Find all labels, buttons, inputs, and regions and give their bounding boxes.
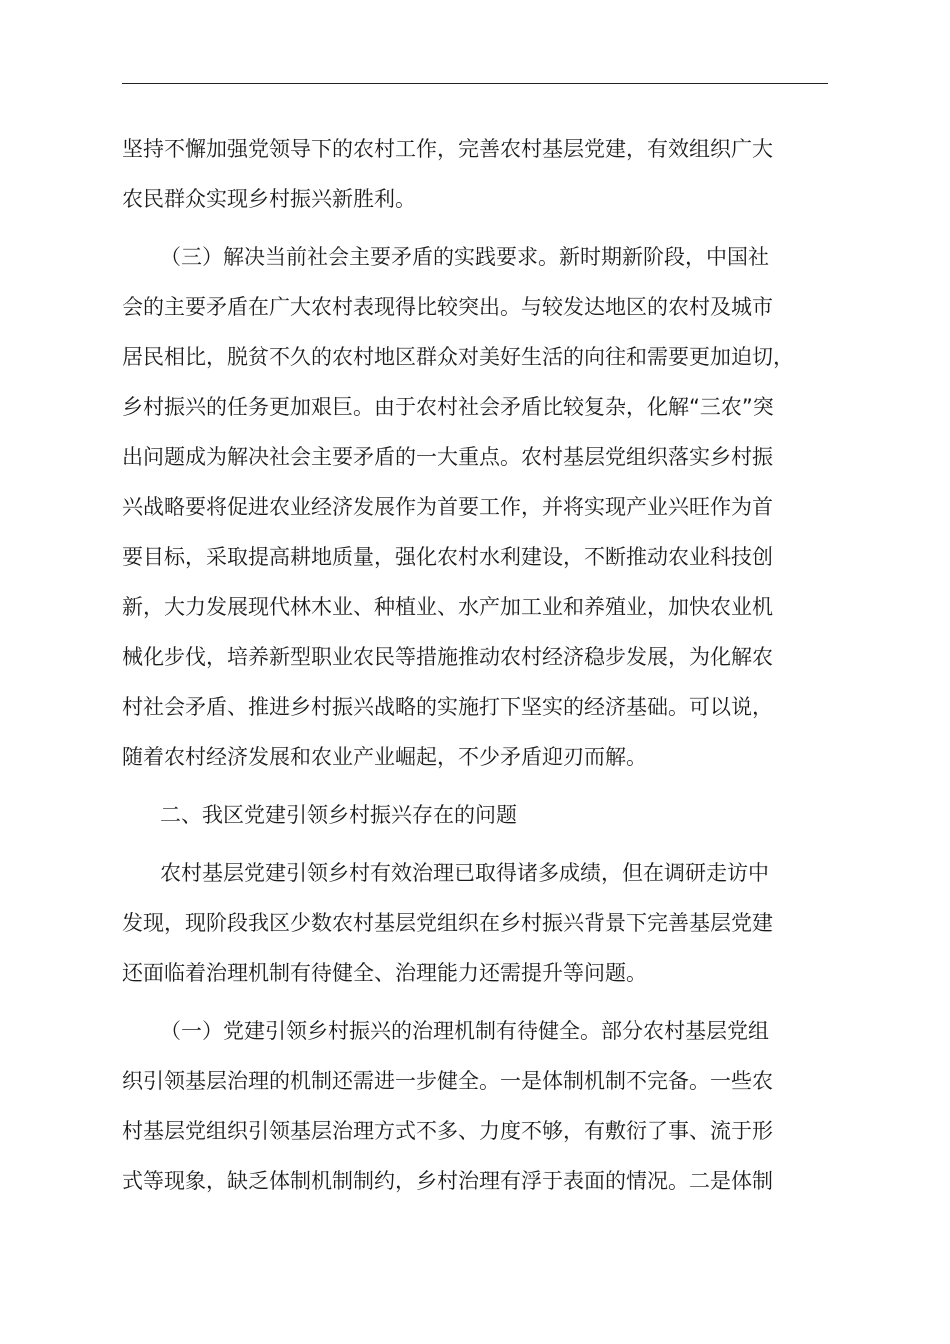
text-line: 坚持不懈加强党领导下的农村工作，完善农村基层党建，有效组织广大	[122, 137, 773, 161]
text-line: 织引领基层治理的机制还需进一步健全。一是体制机制不完备。一些农	[122, 1069, 773, 1093]
text-line: （三）解决当前社会主要矛盾的实践要求。新时期新阶段，中国社	[160, 245, 769, 269]
text-line: 村社会矛盾、推进乡村振兴战略的实施打下坚实的经济基础。可以说，	[122, 695, 773, 719]
text-line: 随着农村经济发展和农业产业崛起，不少矛盾迎刃而解。	[122, 745, 647, 769]
text-line: 居民相比，脱贫不久的农村地区群众对美好生活的向往和需要更加迫切，	[122, 345, 794, 369]
paragraph	[122, 232, 830, 782]
text-line: 村基层党组织引领基层治理方式不多、力度不够，有敷衍了事、流于形	[122, 1119, 773, 1143]
text-line: 会的主要矛盾在广大农村表现得比较突出。与较发达地区的农村及城市	[122, 295, 773, 319]
document-body	[122, 124, 830, 1206]
text-line: （一）党建引领乡村振兴的治理机制有待健全。部分农村基层党组	[160, 1019, 769, 1043]
paragraph	[122, 848, 830, 998]
paragraph	[122, 1006, 830, 1206]
text-line: 还面临着治理机制有待健全、治理能力还需提升等问题。	[122, 961, 647, 985]
text-line: 出问题成为解决社会主要矛盾的一大重点。农村基层党组织落实乡村振	[122, 445, 773, 469]
text-line: 农民群众实现乡村振兴新胜利。	[122, 187, 416, 211]
text-line: 式等现象，缺乏体制机制制约，乡村治理有浮于表面的情况。二是体制	[122, 1169, 773, 1193]
text-line: 兴战略要将促进农业经济发展作为首要工作，并将实现产业兴旺作为首	[122, 495, 773, 519]
text-line: 新，大力发展现代林木业、种植业、水产加工业和养殖业，加快农业机	[122, 595, 773, 619]
section-heading	[122, 790, 830, 840]
paragraph	[122, 124, 830, 224]
text-line: 农村基层党建引领乡村有效治理已取得诸多成绩，但在调研走访中	[160, 861, 769, 885]
text-line: 发现，现阶段我区少数农村基层党组织在乡村振兴背景下完善基层党建	[122, 911, 773, 935]
text-line: 械化步伐，培养新型职业农民等措施推动农村经济稳步发展，为化解农	[122, 645, 773, 669]
header-rule	[122, 83, 828, 84]
heading-line: 二、我区党建引领乡村振兴存在的问题	[160, 803, 517, 827]
text-line: 乡村振兴的任务更加艰巨。由于农村社会矛盾比较复杂，化解“三农”突	[122, 395, 774, 419]
text-line: 要目标，采取提高耕地质量，强化农村水利建设，不断推动农业科技创	[122, 545, 773, 569]
